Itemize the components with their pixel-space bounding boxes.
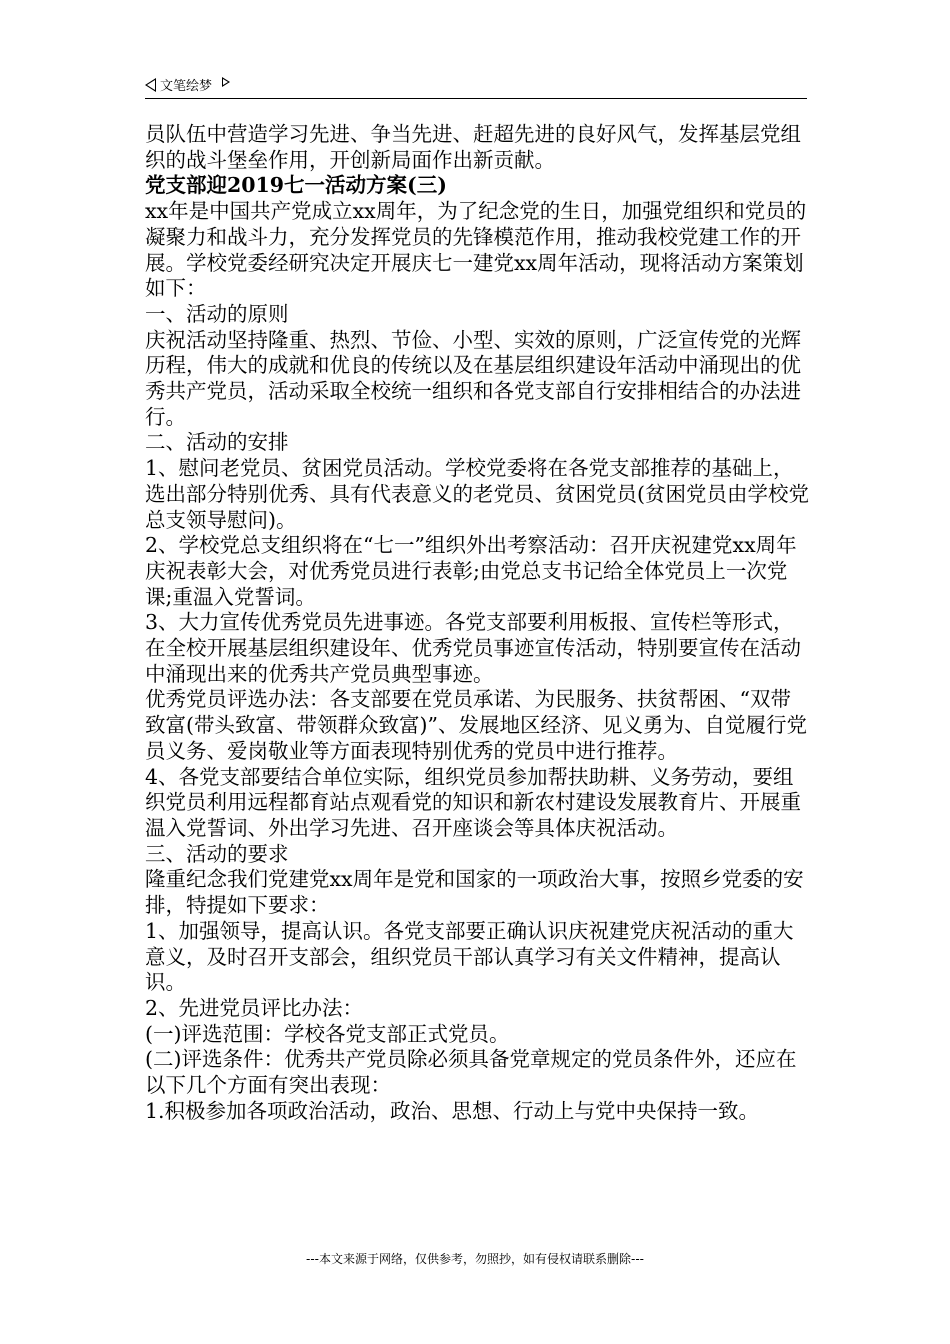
- paragraph: (二)评选条件：优秀共产党员除必须具备党章规定的党员条件外，还应在以下几个方面有突出表现：: [145, 1047, 797, 1098]
- paragraph: xx年是中国共产党成立xx周年，为了纪念党的生日，加强党组织和党员的凝聚力和战斗力，充分发挥党员的先锋模范作用，推动我校党建工作的开展。学校党委经研究决定开展庆七一建党xx周年活动，现将活动方案策划如下：: [145, 199, 807, 301]
- section-heading: 二、活动的安排: [145, 430, 289, 455]
- section-heading: 一、活动的原则: [145, 301, 289, 326]
- page-header: [145, 72, 807, 99]
- paragraph: (一)评选范围：学校各党支部正式党员。: [145, 1021, 510, 1046]
- header-brand-group: [145, 75, 230, 94]
- section-heading: 三、活动的要求: [145, 841, 289, 866]
- page-footer: ---本文来源于网络，仅供参考，勿照抄，如有侵权请联系删除---: [306, 1252, 644, 1266]
- paragraph: 员队伍中营造学习先进、争当先进、赶超先进的良好风气，发挥基层党组织的战斗堡垒作用，开创新局面作出新贡献。: [145, 122, 801, 172]
- section-title: 党支部迎2019七一活动方案(三): [145, 173, 447, 198]
- paragraph: 2、先进党员评比办法：: [145, 995, 364, 1020]
- paragraph: 2、学校党总支组织将在“七一”组织外出考察活动：召开庆祝建党xx周年庆祝表彰大会，对优秀党员进行表彰;由党总支书记给全体党员上一次党课;重温入党誓词。: [145, 533, 797, 609]
- header-brand: 文笔绘梦: [160, 79, 213, 94]
- paragraph: 4、各党支部要结合单位实际，组织党员参加帮扶助耕、义务劳动，要组织党员利用远程都育站点观看党的知识和新农村建设发展教育片、开展重温入党誓词、外出学习先进、召开座谈会等具体庆祝活动。: [145, 764, 801, 840]
- paragraph: 隆重纪念我们党建党xx周年是党和国家的一项政治大事，按照乡党委的安排，特提如下要求：: [145, 867, 804, 918]
- triangle-left-icon: [145, 78, 156, 92]
- paragraph: 1、慰问老党员、贫困党员活动。学校党委将在各党支部推荐的基础上，选出部分特别优秀、具有代表意义的老党员、贫困党员(贫困党员由学校党总支领导慰问)。: [145, 456, 809, 532]
- document-body: [145, 122, 810, 1124]
- paragraph: 庆祝活动坚持隆重、热烈、节俭、小型、实效的原则，广泛宣传党的光辉历程，伟大的成就和优良的传统以及在基层组织建设年活动中涌现出的优秀共产党员，活动采取全校统一组织和各党支部自行安排相结合的办法进行。: [145, 327, 801, 429]
- paragraph: 1、加强领导，提高认识。各党支部要正确认识庆祝建党庆祝活动的重大意义，及时召开支部会，组织党员干部认真学习有关文件精神，提高认识。: [145, 918, 794, 995]
- paragraph: 优秀党员评选办法：各支部要在党员承诺、为民服务、扶贫帮困、“双带致富(带头致富、带领群众致富)”、发展地区经济、见义勇为、自觉履行党员义务、爱岗敬业等方面表现特别优秀的党员中进行推荐。: [145, 687, 807, 763]
- paragraph: 3、大力宣传优秀党员先进事迹。各党支部要利用板报、宣传栏等形式，在全校开展基层组织建设年、优秀党员事迹宣传活动，特别要宣传在活动中涌现出来的优秀共产党员典型事迹。: [145, 610, 801, 686]
- triangle-right-icon: [222, 77, 230, 87]
- paragraph: 1.积极参加各项政治活动，政治、思想、行动上与党中央保持一致。: [145, 1098, 760, 1123]
